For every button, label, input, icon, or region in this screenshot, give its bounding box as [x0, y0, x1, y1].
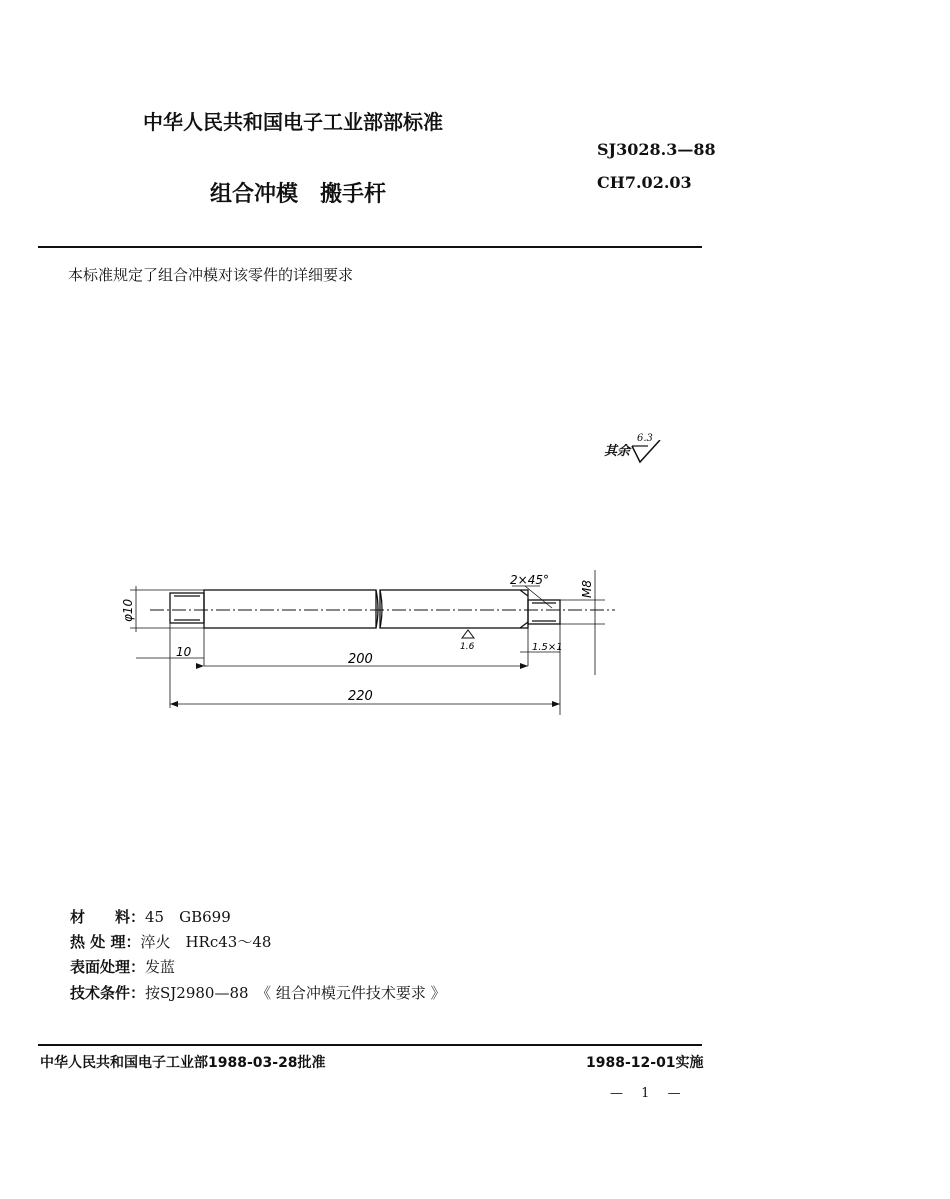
spec-technical-conditions [70, 982, 446, 1003]
dim-thread-label: M8 [580, 580, 594, 598]
spec-label: 技术条件： [70, 984, 146, 1002]
roughness-symbol-icon [630, 440, 666, 466]
dim-diameter-label: φ10 [121, 598, 135, 622]
page-dash-right: — [667, 1086, 681, 1101]
spec-value: 按SJ2980—88 《 组合冲模元件技术要求 》 [145, 984, 446, 1002]
roughness-note-value: 6.3 [637, 433, 653, 444]
roughness-note-text: 其余 [604, 444, 631, 459]
page-dash-left: — [610, 1086, 623, 1101]
effective-date: 1988-12-01实施 [586, 1055, 704, 1071]
standard-number: SJ3028.3—88 [597, 140, 716, 159]
spec-value: 淬火 HRc43～48 [140, 933, 272, 951]
approval-text: 中华人民共和国电子工业部1988-03-28批准 [40, 1055, 326, 1071]
dim-mid-length-label: 200 [348, 652, 373, 667]
page-number-value: 1 [641, 1086, 650, 1101]
spec-label: 材 料： [70, 908, 146, 926]
dim-left-length-label: 10 [176, 645, 192, 659]
footer-rule [38, 1044, 702, 1046]
spec-heat-treatment [70, 931, 271, 952]
document-title: 组合冲模 搬手杆 [210, 182, 387, 207]
dim-total-length-label: 220 [348, 689, 373, 704]
spec-label: 表面处理： [70, 958, 146, 976]
dim-chamfer-label: 2×45° [510, 573, 549, 587]
dim-undercut-label: 1.5×1 [532, 642, 563, 653]
spec-material [70, 906, 231, 927]
intro-text: 本标准规定了组合冲模对该零件的详细要求 [68, 266, 354, 284]
category-code: CH7.02.03 [597, 173, 692, 192]
part-drawing [100, 560, 640, 725]
page-number [610, 1086, 681, 1101]
spec-surface-treatment [70, 956, 175, 977]
spec-value: 45 GB699 [145, 908, 231, 926]
spec-value: 发蓝 [145, 958, 176, 976]
header-rule [38, 246, 702, 248]
spec-label: 热 处 理： [70, 933, 141, 951]
roughness-mark-label: 1.6 [460, 642, 475, 652]
org-title: 中华人民共和国电子工业部部标准 [143, 110, 443, 134]
